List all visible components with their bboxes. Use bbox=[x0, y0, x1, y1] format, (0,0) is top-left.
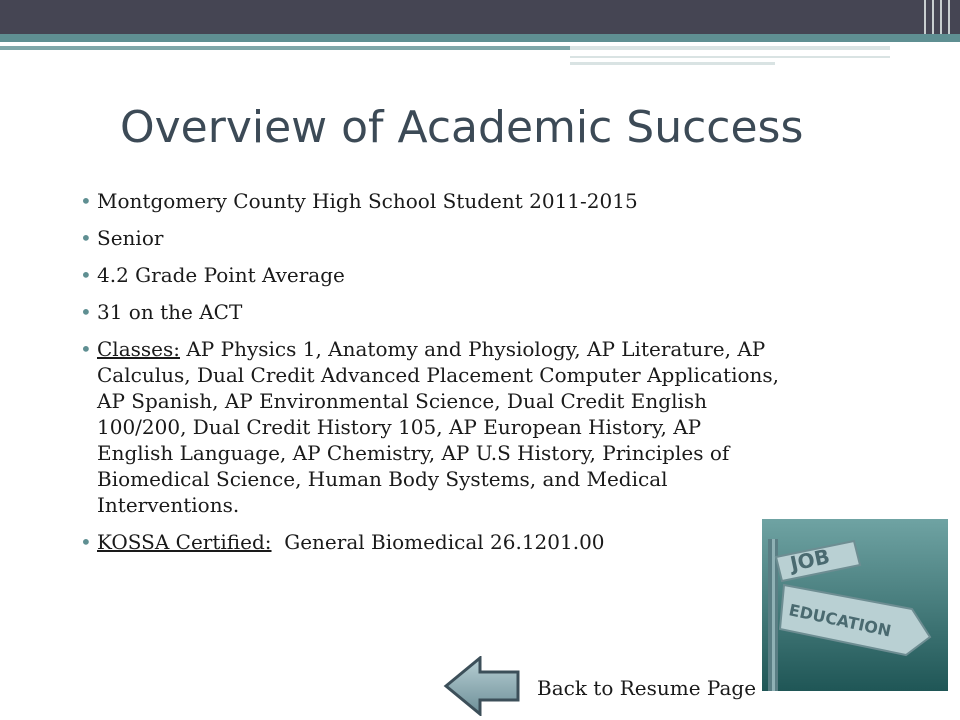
back-link-label[interactable]: Back to Resume Page bbox=[537, 676, 757, 700]
back-arrow-icon[interactable] bbox=[442, 656, 522, 716]
bullet-text: 31 on the ACT bbox=[97, 300, 243, 324]
bullet-item bbox=[80, 188, 780, 214]
bullet-text: AP Physics 1, Anatomy and Physiology, AP Literature, AP Calculus, Dual Credit Advanced Placement Computer Applications, AP Spanish, AP Environmental Science, Dual Credit English 100/200, Dual Credit History 105, AP European History, AP English Language, AP Chemistry, AP U.S History, Principles of Biomedical Science, Human Body Systems, and Medical Interventions. bbox=[97, 337, 780, 517]
bullet-text: General Biomedical 26.1201.00 bbox=[271, 530, 605, 554]
bullet-text: 4.2 Grade Point Average bbox=[97, 263, 345, 287]
bullet-item bbox=[80, 529, 780, 555]
decorative-line bbox=[570, 56, 890, 58]
back-to-resume-link[interactable] bbox=[442, 656, 772, 716]
header-bar bbox=[0, 0, 960, 34]
sign-bottom-text: EDUCATION bbox=[787, 600, 893, 641]
job-education-signpost-image bbox=[762, 519, 948, 691]
bullet-item bbox=[80, 262, 780, 288]
decorative-line bbox=[570, 46, 890, 50]
signpost-illustration bbox=[762, 519, 948, 691]
slide-title: Overview of Academic Success bbox=[120, 102, 804, 153]
bullet-text: Montgomery County High School Student 2011-2015 bbox=[97, 189, 638, 213]
bullet-item bbox=[80, 225, 780, 251]
decorative-stripes bbox=[920, 0, 960, 34]
bullet-label: KOSSA Certified: bbox=[97, 530, 272, 554]
header-accent-bar bbox=[0, 34, 960, 42]
sign-top-text: JOB bbox=[788, 544, 832, 576]
bullet-label: Classes: bbox=[97, 337, 180, 361]
decorative-line bbox=[570, 62, 775, 65]
bullet-item bbox=[80, 299, 780, 325]
header-divider-line bbox=[0, 46, 570, 50]
bullet-list bbox=[80, 188, 780, 566]
bullet-item bbox=[80, 336, 780, 518]
bullet-text: Senior bbox=[97, 226, 164, 250]
